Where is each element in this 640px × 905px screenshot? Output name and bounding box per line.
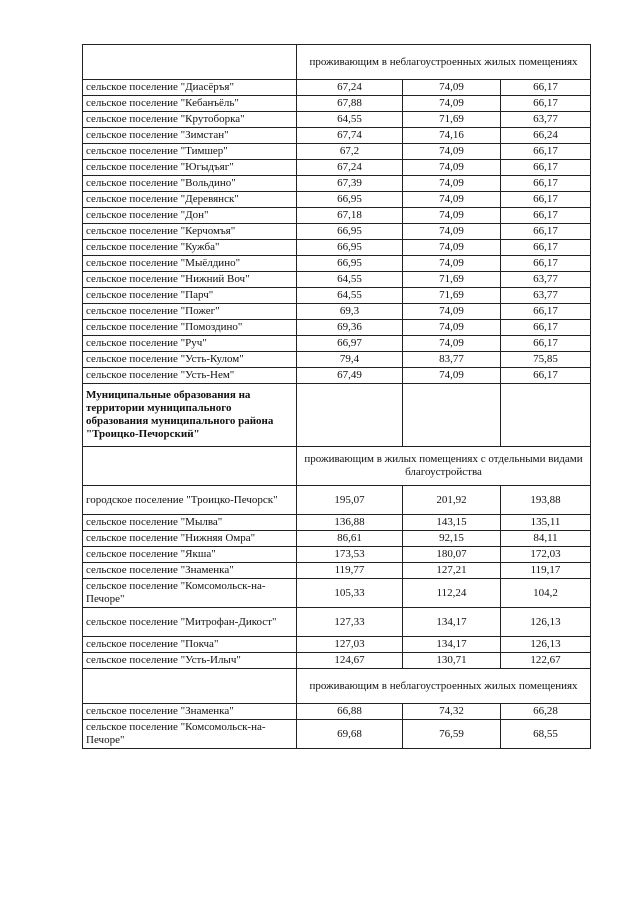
value-cell-3: 66,17 bbox=[501, 176, 591, 192]
value-cell-1: 127,03 bbox=[297, 637, 403, 653]
empty-cell bbox=[83, 669, 297, 704]
value-cell-1: 86,61 bbox=[297, 531, 403, 547]
empty-cell bbox=[501, 384, 591, 447]
table-row bbox=[83, 720, 591, 749]
settlement-name-cell: сельское поселение "Комсомольск-на-Печоре" bbox=[83, 720, 297, 749]
value-cell-2: 127,21 bbox=[403, 563, 501, 579]
section-title-row bbox=[83, 384, 591, 447]
settlement-name-cell: сельское поселение "Покча" bbox=[83, 637, 297, 653]
table-row bbox=[83, 563, 591, 579]
settlement-name-cell: сельское поселение "Знаменка" bbox=[83, 563, 297, 579]
settlement-name-cell: сельское поселение "Мыёлдино" bbox=[83, 256, 297, 272]
value-cell-2: 74,09 bbox=[403, 144, 501, 160]
value-cell-3: 66,17 bbox=[501, 336, 591, 352]
value-cell-3: 66,17 bbox=[501, 192, 591, 208]
header-row-mid-cell: проживающим в жилых помещениях с отдельными видами благоустройства bbox=[297, 447, 591, 486]
table-row bbox=[83, 80, 591, 96]
settlement-name-cell: сельское поселение "Помоздино" bbox=[83, 320, 297, 336]
value-cell-3: 66,17 bbox=[501, 240, 591, 256]
settlement-name-cell: сельское поселение "Знаменка" bbox=[83, 704, 297, 720]
value-cell-3: 75,85 bbox=[501, 352, 591, 368]
settlement-name-cell: сельское поселение "Кужба" bbox=[83, 240, 297, 256]
value-cell-1: 105,33 bbox=[297, 579, 403, 608]
value-cell-1: 64,55 bbox=[297, 112, 403, 128]
value-cell-2: 130,71 bbox=[403, 653, 501, 669]
value-cell-3: 66,17 bbox=[501, 320, 591, 336]
tariff-table bbox=[82, 44, 591, 749]
value-cell-1: 124,67 bbox=[297, 653, 403, 669]
value-cell-1: 66,95 bbox=[297, 240, 403, 256]
value-cell-3: 66,17 bbox=[501, 160, 591, 176]
settlement-name-cell: сельское поселение "Нижняя Омра" bbox=[83, 531, 297, 547]
table-row bbox=[83, 288, 591, 304]
value-cell-1: 66,95 bbox=[297, 224, 403, 240]
value-cell-2: 74,32 bbox=[403, 704, 501, 720]
settlement-name-cell: сельское поселение "Митрофан-Дикост" bbox=[83, 608, 297, 637]
value-cell-1: 79,4 bbox=[297, 352, 403, 368]
settlement-name-cell: сельское поселение "Мылва" bbox=[83, 515, 297, 531]
value-cell-2: 74,09 bbox=[403, 304, 501, 320]
table-row bbox=[83, 515, 591, 531]
table-row bbox=[83, 547, 591, 563]
settlement-name-cell: сельское поселение "Комсомольск-на-Печоре" bbox=[83, 579, 297, 608]
value-cell-3: 66,24 bbox=[501, 128, 591, 144]
value-cell-2: 74,09 bbox=[403, 320, 501, 336]
value-cell-2: 180,07 bbox=[403, 547, 501, 563]
value-cell-2: 74,09 bbox=[403, 192, 501, 208]
value-cell-3: 66,17 bbox=[501, 80, 591, 96]
table-row bbox=[83, 176, 591, 192]
value-cell-2: 83,77 bbox=[403, 352, 501, 368]
table-row bbox=[83, 96, 591, 112]
value-cell-2: 92,15 bbox=[403, 531, 501, 547]
settlement-name-cell: сельское поселение "Керчомъя" bbox=[83, 224, 297, 240]
section-title: Муниципальные образования на территории муниципального образования муниципального района "Троицко-Печорский" bbox=[83, 384, 297, 447]
settlement-name-cell: сельское поселение "Тимшер" bbox=[83, 144, 297, 160]
empty-cell bbox=[297, 384, 403, 447]
value-cell-3: 66,17 bbox=[501, 368, 591, 384]
header-row-bottom-cell: проживающим в неблагоустроенных жилых помещениях bbox=[297, 669, 591, 704]
header-row-mid bbox=[83, 447, 591, 486]
value-cell-1: 67,74 bbox=[297, 128, 403, 144]
value-cell-3: 66,17 bbox=[501, 224, 591, 240]
table-row bbox=[83, 336, 591, 352]
value-cell-1: 67,88 bbox=[297, 96, 403, 112]
value-cell-1: 66,95 bbox=[297, 256, 403, 272]
table-row bbox=[83, 272, 591, 288]
value-cell-3: 63,77 bbox=[501, 288, 591, 304]
value-cell-2: 74,09 bbox=[403, 96, 501, 112]
empty-cell bbox=[83, 45, 297, 80]
value-cell-2: 74,16 bbox=[403, 128, 501, 144]
value-cell-2: 74,09 bbox=[403, 160, 501, 176]
value-cell-2: 143,15 bbox=[403, 515, 501, 531]
value-cell-3: 66,17 bbox=[501, 96, 591, 112]
settlement-name-cell: сельское поселение "Усть-Кулом" bbox=[83, 352, 297, 368]
settlement-name-cell: сельское поселение "Якша" bbox=[83, 547, 297, 563]
value-cell-2: 134,17 bbox=[403, 637, 501, 653]
value-cell-1: 173,53 bbox=[297, 547, 403, 563]
table-row bbox=[83, 144, 591, 160]
value-cell-2: 74,09 bbox=[403, 208, 501, 224]
value-cell-1: 67,49 bbox=[297, 368, 403, 384]
value-cell-2: 74,09 bbox=[403, 80, 501, 96]
value-cell-2: 134,17 bbox=[403, 608, 501, 637]
value-cell-1: 195,07 bbox=[297, 486, 403, 515]
value-cell-1: 119,77 bbox=[297, 563, 403, 579]
value-cell-1: 64,55 bbox=[297, 272, 403, 288]
value-cell-3: 104,2 bbox=[501, 579, 591, 608]
value-cell-2: 74,09 bbox=[403, 176, 501, 192]
settlement-name-cell: сельское поселение "Дон" bbox=[83, 208, 297, 224]
header-row-top bbox=[83, 45, 591, 80]
value-cell-3: 126,13 bbox=[501, 608, 591, 637]
settlement-name-cell: сельское поселение "Нижний Воч" bbox=[83, 272, 297, 288]
value-cell-3: 126,13 bbox=[501, 637, 591, 653]
empty-cell bbox=[403, 384, 501, 447]
value-cell-2: 71,69 bbox=[403, 272, 501, 288]
value-cell-3: 63,77 bbox=[501, 112, 591, 128]
value-cell-1: 69,3 bbox=[297, 304, 403, 320]
value-cell-1: 67,24 bbox=[297, 80, 403, 96]
value-cell-1: 67,24 bbox=[297, 160, 403, 176]
value-cell-3: 63,77 bbox=[501, 272, 591, 288]
value-cell-3: 122,67 bbox=[501, 653, 591, 669]
table-row bbox=[83, 486, 591, 515]
value-cell-3: 66,17 bbox=[501, 304, 591, 320]
value-cell-3: 135,11 bbox=[501, 515, 591, 531]
value-cell-3: 66,28 bbox=[501, 704, 591, 720]
settlement-name-cell: сельское поселение "Парч" bbox=[83, 288, 297, 304]
settlement-name-cell: сельское поселение "Руч" bbox=[83, 336, 297, 352]
value-cell-3: 68,55 bbox=[501, 720, 591, 749]
table-row bbox=[83, 531, 591, 547]
value-cell-2: 112,24 bbox=[403, 579, 501, 608]
value-cell-1: 67,39 bbox=[297, 176, 403, 192]
settlement-name-cell: сельское поселение "Деревянск" bbox=[83, 192, 297, 208]
table-row bbox=[83, 608, 591, 637]
value-cell-2: 74,09 bbox=[403, 256, 501, 272]
value-cell-1: 69,68 bbox=[297, 720, 403, 749]
value-cell-1: 67,18 bbox=[297, 208, 403, 224]
table-row bbox=[83, 256, 591, 272]
table-row bbox=[83, 192, 591, 208]
settlement-name-cell: сельское поселение "Пожег" bbox=[83, 304, 297, 320]
value-cell-3: 66,17 bbox=[501, 256, 591, 272]
value-cell-2: 74,09 bbox=[403, 240, 501, 256]
value-cell-1: 127,33 bbox=[297, 608, 403, 637]
value-cell-3: 66,17 bbox=[501, 144, 591, 160]
settlement-name-cell: городское поселение "Троицко-Печорск" bbox=[83, 486, 297, 515]
value-cell-3: 193,88 bbox=[501, 486, 591, 515]
table-row bbox=[83, 704, 591, 720]
table-row bbox=[83, 208, 591, 224]
header-row-bottom bbox=[83, 669, 591, 704]
value-cell-2: 201,92 bbox=[403, 486, 501, 515]
value-cell-1: 69,36 bbox=[297, 320, 403, 336]
document-page bbox=[82, 44, 590, 749]
value-cell-2: 76,59 bbox=[403, 720, 501, 749]
table-row bbox=[83, 368, 591, 384]
settlement-name-cell: сельское поселение "Усть-Нем" bbox=[83, 368, 297, 384]
tariff-table-body bbox=[83, 45, 591, 749]
empty-cell bbox=[83, 447, 297, 486]
value-cell-1: 66,95 bbox=[297, 192, 403, 208]
header-cell-top: проживающим в неблагоустроенных жилых помещениях bbox=[297, 45, 591, 80]
table-row bbox=[83, 128, 591, 144]
value-cell-1: 64,55 bbox=[297, 288, 403, 304]
value-cell-1: 66,88 bbox=[297, 704, 403, 720]
value-cell-3: 119,17 bbox=[501, 563, 591, 579]
value-cell-1: 136,88 bbox=[297, 515, 403, 531]
table-row bbox=[83, 224, 591, 240]
settlement-name-cell: сельское поселение "Кебанъёль" bbox=[83, 96, 297, 112]
table-row bbox=[83, 637, 591, 653]
settlement-name-cell: сельское поселение "Югыдъяг" bbox=[83, 160, 297, 176]
value-cell-2: 74,09 bbox=[403, 368, 501, 384]
value-cell-3: 84,11 bbox=[501, 531, 591, 547]
settlement-name-cell: сельское поселение "Крутоборка" bbox=[83, 112, 297, 128]
table-row bbox=[83, 304, 591, 320]
table-row bbox=[83, 160, 591, 176]
value-cell-2: 74,09 bbox=[403, 336, 501, 352]
value-cell-3: 66,17 bbox=[501, 208, 591, 224]
table-row bbox=[83, 320, 591, 336]
table-row bbox=[83, 112, 591, 128]
settlement-name-cell: сельское поселение "Вольдино" bbox=[83, 176, 297, 192]
value-cell-2: 74,09 bbox=[403, 224, 501, 240]
settlement-name-cell: сельское поселение "Диасёръя" bbox=[83, 80, 297, 96]
value-cell-3: 172,03 bbox=[501, 547, 591, 563]
table-row bbox=[83, 240, 591, 256]
value-cell-1: 67,2 bbox=[297, 144, 403, 160]
value-cell-1: 66,97 bbox=[297, 336, 403, 352]
settlement-name-cell: сельское поселение "Зимстан" bbox=[83, 128, 297, 144]
table-row bbox=[83, 579, 591, 608]
settlement-name-cell: сельское поселение "Усть-Илыч" bbox=[83, 653, 297, 669]
value-cell-2: 71,69 bbox=[403, 288, 501, 304]
table-row bbox=[83, 653, 591, 669]
value-cell-2: 71,69 bbox=[403, 112, 501, 128]
table-row bbox=[83, 352, 591, 368]
